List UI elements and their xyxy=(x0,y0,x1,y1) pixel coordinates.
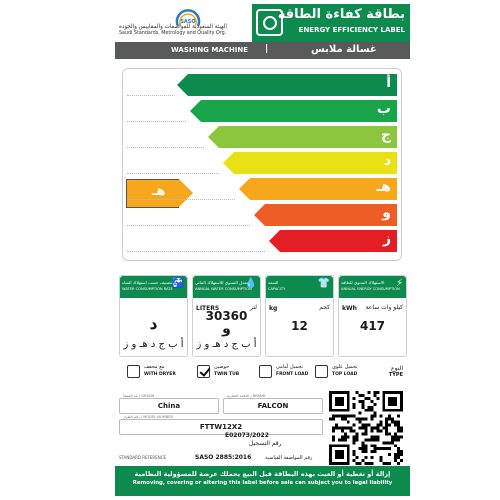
spec-annual-water-header xyxy=(193,276,260,298)
spec-capacity-title-en: CAPACITY xyxy=(268,287,286,291)
front-load-checkbox[interactable] xyxy=(259,365,272,378)
scale-letter-5: هـ xyxy=(376,179,391,195)
scale-row-7 xyxy=(269,230,397,252)
scale-row-5 xyxy=(239,178,397,200)
scale-row-3 xyxy=(208,126,397,148)
type-label-ar: النوع xyxy=(391,365,403,372)
scale-bar-3 xyxy=(208,126,397,148)
legal-warning-ar: إزالة أو تغطية أو العبث بهذه البطاقة قبل البيع يحملك عرضة للمسؤولية النظامية xyxy=(134,470,391,478)
appliance-name-arabic: غسالة ملابس xyxy=(311,44,377,55)
type-twin-tub-en: TWIN TUB xyxy=(214,372,240,377)
origin-label: بلد المنشأ / ORIGIN xyxy=(123,394,155,398)
spec-annual-water-unit-en: LITERS xyxy=(196,305,220,312)
spec-capacity-title-ar: السعة xyxy=(268,280,279,285)
efficiency-scale xyxy=(122,68,402,261)
certificate-number: E02073/2022 xyxy=(225,432,269,439)
type-row xyxy=(119,362,407,384)
specs-panel xyxy=(119,275,407,357)
scale-bar-5 xyxy=(239,178,397,200)
origin-field xyxy=(119,394,219,414)
scale-bar-1 xyxy=(177,74,397,96)
type-top-load-ar: تحميل علوي xyxy=(332,364,358,370)
spec-annual-water-unit-ar: لتر xyxy=(250,304,257,311)
scale-row-4 xyxy=(223,152,397,174)
scale-guide-2 xyxy=(127,121,186,122)
legal-footer xyxy=(115,466,410,496)
scale-row-6 xyxy=(254,204,397,226)
legal-warning-en: Removing, covering or altering this label before sale can subject you to legal liability xyxy=(132,480,393,486)
appliance-bar xyxy=(115,42,410,59)
org-name-arabic: الهيئة السعودية للمواصفات والمقاييس والجودة xyxy=(119,24,227,30)
water-tap-icon: 🚰 xyxy=(171,278,184,289)
scale-letter-6: و xyxy=(382,205,391,221)
spec-water-rating-scale: أ ب ج د هـ و ز xyxy=(123,339,184,350)
scale-row-2 xyxy=(190,100,397,122)
shirt-icon: 👕 xyxy=(317,278,330,289)
brand-label: العلامة التجارية / BRAND xyxy=(227,394,266,398)
spec-capacity-header xyxy=(266,276,333,298)
origin-value: China xyxy=(157,402,181,410)
scale-bar-6 xyxy=(254,204,397,226)
spec-annual-water xyxy=(192,275,261,357)
brand-field xyxy=(223,394,323,414)
lightning-icon: ⚡ xyxy=(395,278,403,289)
label-title-arabic: بطاقة كفاءة الطاقة xyxy=(277,7,405,22)
spec-annual-water-title-ar: المعدل السنوي للاستهلاك المائي xyxy=(195,280,252,285)
org-name-english: Saudi Standards, Metrology and Quality Org. xyxy=(119,31,227,36)
spec-annual-energy-title-en: ANNUAL ENERGY CONSUMPTION xyxy=(341,287,400,291)
standard-reference-label: STANDARD REFERENCE xyxy=(119,455,167,460)
scale-guide-3 xyxy=(127,147,204,148)
type-with-dryer-ar: مع مجفف xyxy=(144,364,165,370)
model-label: رقم الطراز / MODEL NUMBER xyxy=(123,415,174,419)
spec-annual-energy-header xyxy=(339,276,406,298)
spec-annual-energy-value: 417 xyxy=(359,319,386,333)
spec-water-rating-header xyxy=(120,276,187,298)
scale-letter-7: ز xyxy=(382,231,391,247)
scale-letter-2: ب xyxy=(376,101,391,117)
scale-row-1 xyxy=(177,74,397,96)
certificate-label-ar: رقم التسجيل xyxy=(249,440,282,447)
scale-letter-1: أ xyxy=(386,75,391,91)
label-title-english: ENERGY EFFICIENCY LABEL xyxy=(298,26,405,34)
energy-label xyxy=(115,0,410,500)
model-field xyxy=(119,415,323,435)
scale-letter-3: ج xyxy=(380,127,391,143)
type-twin-tub-ar: حوضين xyxy=(214,364,230,370)
standard-reference-ar: رقم المواصفة القياسية xyxy=(265,455,313,461)
model-value: FTTW12X2 xyxy=(199,423,243,431)
scale-guide-6 xyxy=(127,225,250,226)
spec-annual-water-grade: و xyxy=(222,321,231,337)
logo-text: SASO xyxy=(180,19,196,25)
spec-annual-energy-unit-ar: كيلو وات ساعة xyxy=(365,304,403,311)
spec-capacity-value: 12 xyxy=(291,319,308,333)
rating-marker-letter: هـ xyxy=(152,184,166,199)
appliance-name-english: WASHING MACHINE xyxy=(171,46,248,54)
scale-bar-7 xyxy=(269,230,397,252)
standard-reference: SASO 2885:2016 xyxy=(195,454,252,461)
spec-capacity xyxy=(265,275,334,357)
spec-annual-energy-unit-en: kWh xyxy=(342,305,357,312)
spec-annual-water-scale: أ ب ج د هـ و ز xyxy=(196,339,257,350)
rating-marker xyxy=(126,179,193,208)
label-title-box xyxy=(252,4,410,42)
type-label xyxy=(389,365,403,378)
qr-code-icon xyxy=(327,391,405,465)
spec-annual-water-value: 30360 xyxy=(205,309,248,323)
spec-water-rating-title-ar: التصنيف حسب استهلاك المياه xyxy=(122,280,175,285)
with-dryer-checkbox[interactable] xyxy=(127,365,140,378)
scale-guide-1 xyxy=(127,95,173,96)
type-front-load-en: FRONT LOAD xyxy=(276,372,309,377)
scale-guide-7 xyxy=(127,251,265,252)
spec-water-rating-title-en: WATER CONSUMPTION RATE xyxy=(122,287,173,291)
type-top-load-en: TOP LOAD xyxy=(332,372,358,377)
appliance-separator: | xyxy=(265,44,269,54)
spec-water-rating xyxy=(119,275,188,357)
spec-annual-energy-title-ar: الاستهلاك السنوي للطاقة xyxy=(341,280,385,285)
spec-annual-water-title-en: ANNUAL WATER CONSUMPTION xyxy=(195,287,252,291)
scale-bar-2 xyxy=(190,100,397,122)
spec-capacity-unit-ar: كجم xyxy=(319,304,330,311)
twin-tub-checkbox[interactable] xyxy=(197,365,210,378)
type-label-en: TYPE xyxy=(388,372,403,378)
brand-value: FALCON xyxy=(257,402,289,410)
spec-water-rating-value: د xyxy=(149,314,158,333)
type-with-dryer-en: WITH DRYER xyxy=(144,372,176,377)
scale-letter-4: د xyxy=(383,153,391,169)
water-drop-icon: 💧 xyxy=(244,278,257,289)
spec-annual-energy xyxy=(338,275,407,357)
type-front-load-ar: تحميل أمامي xyxy=(276,364,303,370)
scale-bar-4 xyxy=(223,152,397,174)
label-header xyxy=(115,4,410,38)
scale-guide-5 xyxy=(127,199,235,200)
top-load-checkbox[interactable] xyxy=(315,365,328,378)
scale-guide-4 xyxy=(127,173,219,174)
spec-capacity-unit-en: kg xyxy=(269,305,278,312)
